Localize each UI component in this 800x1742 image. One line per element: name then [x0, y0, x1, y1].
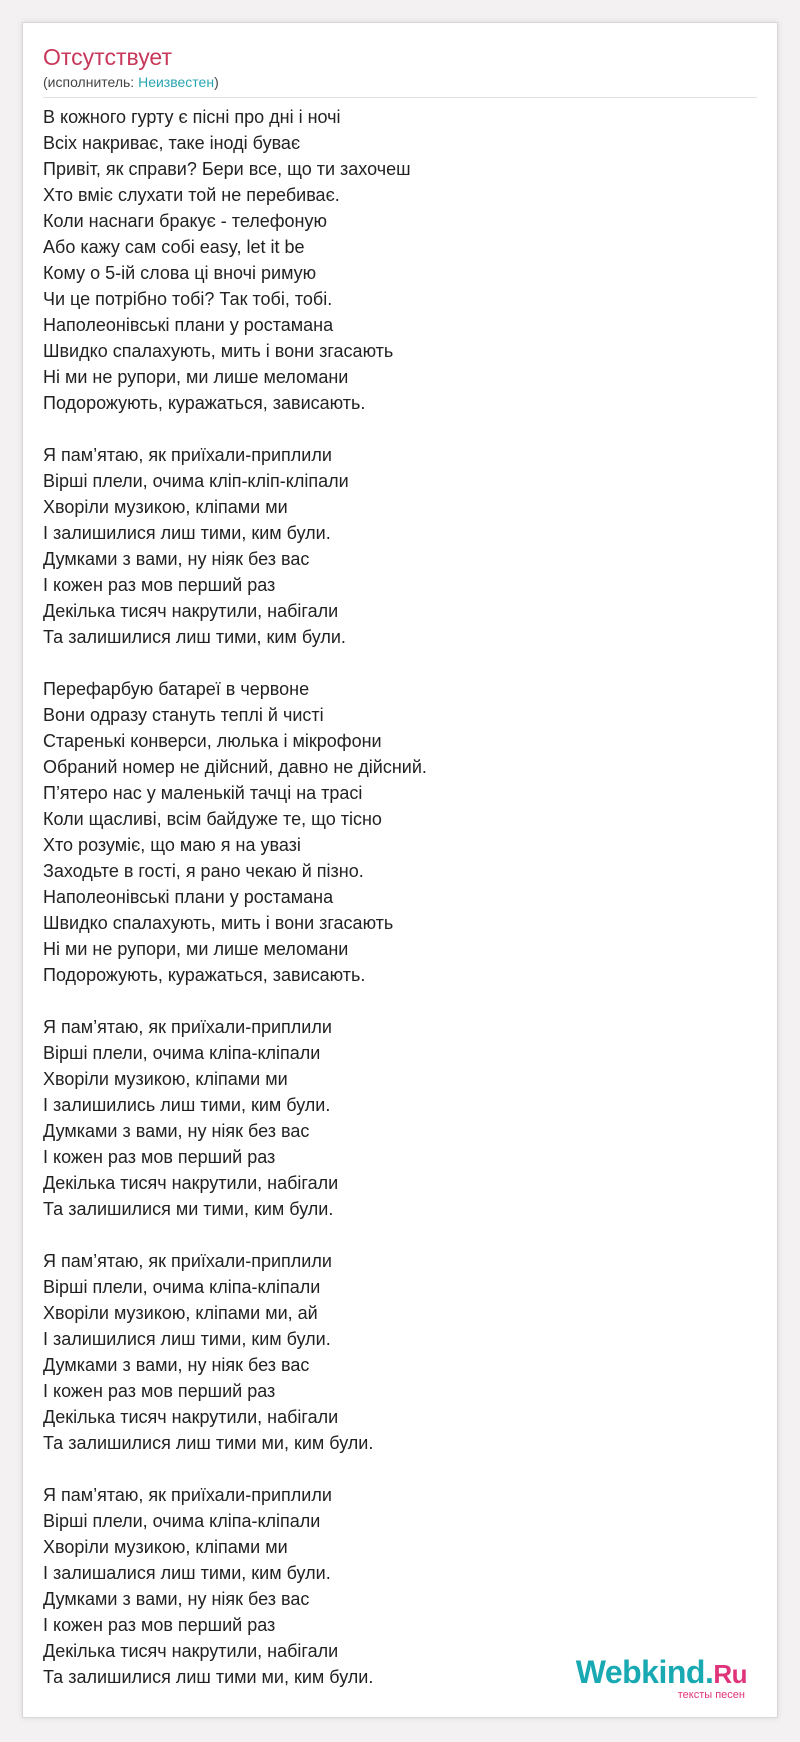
lyrics-line: Вірші плели, очима кліпа-кліпали: [43, 1043, 321, 1063]
lyrics-line: Наполеонівські плани у ростамана: [43, 887, 334, 907]
webkind-logo[interactable]: [576, 1655, 747, 1701]
lyrics-line: Та залишилися лиш тими ми, ким були.: [43, 1667, 374, 1687]
lyrics-line: Чи це потрібно тобі? Так тобі, тобі.: [43, 289, 333, 309]
lyrics-line: П’ятеро нас у маленькій тачці на трасі: [43, 783, 363, 803]
lyrics-stanza: [43, 1248, 743, 1456]
lyrics-line: Хто вміє слухати той не перебиває.: [43, 185, 340, 205]
lyrics-line: Вірші плели, очима кліпа-кліпали: [43, 1277, 321, 1297]
lyrics-stanza: [43, 676, 743, 988]
performer-suffix: ): [214, 74, 219, 90]
lyrics-line: Коли наснаги бракує - телефоную: [43, 211, 328, 231]
song-title: Отсутствует: [43, 44, 172, 70]
performer-link[interactable]: Неизвестен: [138, 74, 215, 90]
lyrics-line: Хворіли музикою, кліпами ми: [43, 1537, 288, 1557]
lyrics-line: Заходьте в гості, я рано чекаю й пізно.: [43, 861, 364, 881]
lyrics-line: Старенькі конверси, люлька і мікрофони: [43, 731, 382, 751]
lyrics-line: І кожен раз мов перший раз: [43, 575, 276, 595]
lyrics-line: Привіт, як справи? Бери все, що ти захочеш: [43, 159, 411, 179]
lyrics-line: Хворіли музикою, кліпами ми: [43, 1069, 288, 1089]
lyrics-line: І кожен раз мов перший раз: [43, 1147, 276, 1167]
lyrics-line: Декілька тисяч накрутили, набігали: [43, 1407, 339, 1427]
lyrics-line: Швидко спалахують, мить і вони згасають: [43, 341, 394, 361]
lyrics-line: Я пам’ятаю, як приїхали-приплили: [43, 445, 332, 465]
logo-tld: Ru: [713, 1659, 747, 1689]
lyrics-line: Наполеонівські плани у ростамана: [43, 315, 334, 335]
lyrics-line: Подорожують, куражаться, зависають.: [43, 393, 366, 413]
lyrics-line: В кожного гурту є пісні про дні і ночі: [43, 107, 341, 127]
lyrics-line: Хто розуміє, що маю я на увазі: [43, 835, 301, 855]
lyrics-line: Хворіли музикою, кліпами ми: [43, 497, 288, 517]
performer-prefix: (исполнитель:: [43, 74, 139, 90]
header-divider: [43, 97, 757, 98]
lyrics-line: Обраний номер не дійсний, давно не дійсний.: [43, 757, 427, 777]
lyrics-stanza: [43, 1014, 743, 1222]
lyrics-line: Та залишилися лиш тими ми, ким були.: [43, 1433, 374, 1453]
lyrics-line: Я пам’ятаю, як приїхали-приплили: [43, 1485, 332, 1505]
lyrics-line: І кожен раз мов перший раз: [43, 1615, 276, 1635]
lyrics-card: [22, 22, 778, 1718]
lyrics-line: Декілька тисяч накрутили, набігали: [43, 1641, 339, 1661]
lyrics-line: Ні ми не рупори, ми лише меломани: [43, 939, 349, 959]
lyrics-line: І залишалися лиш тими, ким були.: [43, 1563, 331, 1583]
lyrics-line: Думками з вами, ну ніяк без вас: [43, 1589, 310, 1609]
lyrics-line: Перефарбую батареї в червоне: [43, 679, 310, 699]
performer-line: [43, 73, 219, 91]
lyrics-line: Хворіли музикою, кліпами ми, ай: [43, 1303, 318, 1323]
lyrics-line: Швидко спалахують, мить і вони згасають: [43, 913, 394, 933]
lyrics-line: Ні ми не рупори, ми лише меломани: [43, 367, 349, 387]
lyrics-line: Всіх накриває, таке іноді буває: [43, 133, 301, 153]
lyrics-line: Вірші плели, очима кліпа-кліпали: [43, 1511, 321, 1531]
lyrics-line: Декілька тисяч накрутили, набігали: [43, 601, 339, 621]
lyrics-line: Коли щасливі, всім байдуже те, що тісно: [43, 809, 382, 829]
lyrics-line: І залишились лиш тими, ким були.: [43, 1095, 331, 1115]
lyrics-stanza: [43, 442, 743, 650]
lyrics-body: [43, 104, 743, 1716]
lyrics-line: Я пам’ятаю, як приїхали-приплили: [43, 1251, 332, 1271]
logo-wordmark: [576, 1655, 747, 1691]
logo-main-text: Webkind: [575, 1654, 705, 1690]
lyrics-line: Думками з вами, ну ніяк без вас: [43, 1121, 310, 1141]
lyrics-line: Вірші плели, очима кліп-кліп-кліпали: [43, 471, 349, 491]
lyrics-line: І кожен раз мов перший раз: [43, 1381, 276, 1401]
lyrics-line: Кому о 5-ій слова ці вночі римую: [43, 263, 317, 283]
lyrics-stanza: [43, 104, 743, 416]
lyrics-line: Думками з вами, ну ніяк без вас: [43, 1355, 310, 1375]
lyrics-line: Та залишилися лиш тими, ким були.: [43, 627, 346, 647]
lyrics-line: Або кажу сам собі easy, let it be: [43, 237, 305, 257]
logo-subtitle: тексты песен: [677, 1689, 745, 1701]
lyrics-line: Думками з вами, ну ніяк без вас: [43, 549, 310, 569]
lyrics-line: Подорожують, куражаться, зависають.: [43, 965, 366, 985]
logo-dot: .: [704, 1654, 714, 1690]
lyrics-line: Я пам’ятаю, як приїхали-приплили: [43, 1017, 332, 1037]
lyrics-line: Декілька тисяч накрутили, набігали: [43, 1173, 339, 1193]
lyrics-line: І залишилися лиш тими, ким були.: [43, 523, 331, 543]
lyrics-line: Вони одразу стануть теплі й чисті: [43, 705, 324, 725]
lyrics-line: І залишилися лиш тими, ким були.: [43, 1329, 331, 1349]
lyrics-line: Та залишилися ми тими, ким були.: [43, 1199, 334, 1219]
